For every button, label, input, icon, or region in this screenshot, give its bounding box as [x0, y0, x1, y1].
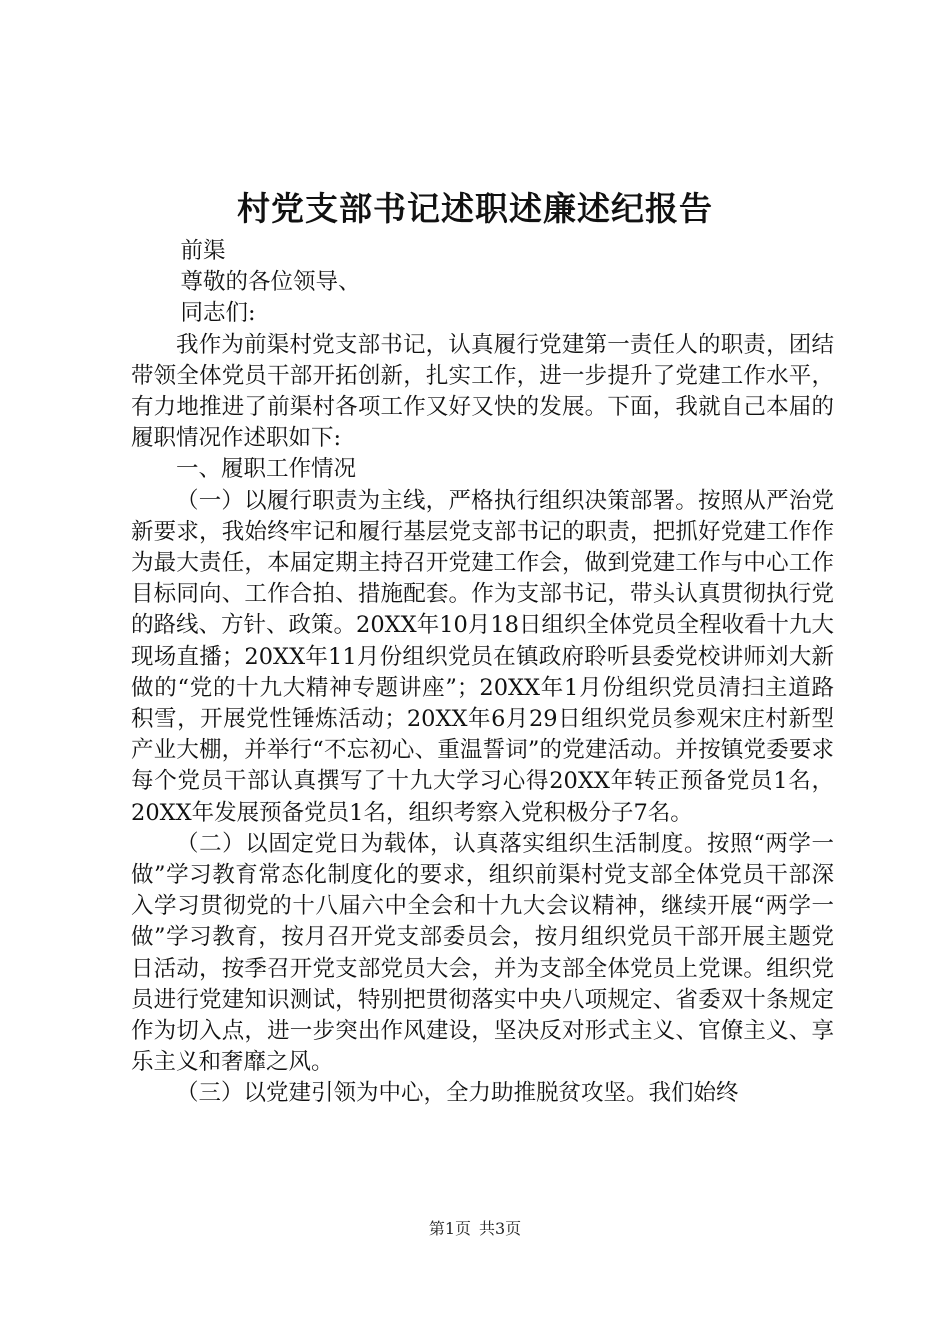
- document-body: [131, 236, 834, 1110]
- document-title: 村党支部书记述职述廉述纪报告: [237, 189, 713, 228]
- paragraph-item-1: （一）以履行职责为主线，严格执行组织决策部署。按照从严治党新要求，我始终牢记和履行基层党支部书记的职责，把抓好党建工作作为最大责任，本届定期主持召开党建工作会，做到党建工作与中心工作目标同向、工作合拍、措施配套。作为支部书记，带头认真贯彻执行党的路线、方针、政策。20XX年10月18日组织全体党员全程收看十九大现场直播；20XX年11月份组织党员在镇政府聆听县委党校讲师刘大新做的“党的十九大精神专题讲座”；20XX年1月份组织党员清扫主道路积雪，开展党性锤炼活动；20XX年6月29日组织党员参观宋庄村新型产业大棚，并举行“不忘初心、重温誓词”的党建活动。并按镇党委要求每个党员干部认真撰写了十九大学习心得20XX年转正预备党员1名，20XX年发展预备党员1名，组织考察入党积极分子7名。: [131, 487, 834, 826]
- paragraph-item-3: （三）以党建引领为中心，全力助推脱贫攻坚。我们始终: [176, 1080, 739, 1107]
- paragraph-salutation: 尊敬的各位领导、: [180, 269, 361, 296]
- paragraph-intro: 我作为前渠村党支部书记，认真履行党建第一责任人的职责，团结带领全体党员干部开拓创新，扎实工作，进一步提升了党建工作水平，有力地推进了前渠村各项工作又好又快的发展。下面，我就自己本届的履职情况作述职如下:: [131, 331, 834, 452]
- page-footer: [0, 1218, 950, 1240]
- page-number: 第1页: [428, 1219, 471, 1238]
- paragraph-location: 前渠: [180, 238, 226, 264]
- section-heading-1: 一、履职工作情况: [176, 456, 357, 483]
- paragraph-salutation-comrades: 同志们:: [180, 300, 256, 327]
- paragraph-item-2: （二）以固定党日为载体，认真落实组织生活制度。按照“两学一做”学习教育常态化制度化的要求，组织前渠村党支部全体党员干部深入学习贯彻党的十八届六中全会和十九大会议精神，继续开展“两学一做”学习教育，按月召开党支部委员会，按月组织党员干部开展主题党日活动，按季召开党支部党员大会，并为支部全体党员上党课。组织党员进行党建知识测试，特别把贯彻落实中央八项规定、省委双十条规定作为切入点，进一步突出作风建设，坚决反对形式主义、官僚主义、享乐主义和奢靡之风。: [131, 830, 834, 1076]
- page-total: 共3页: [479, 1219, 522, 1238]
